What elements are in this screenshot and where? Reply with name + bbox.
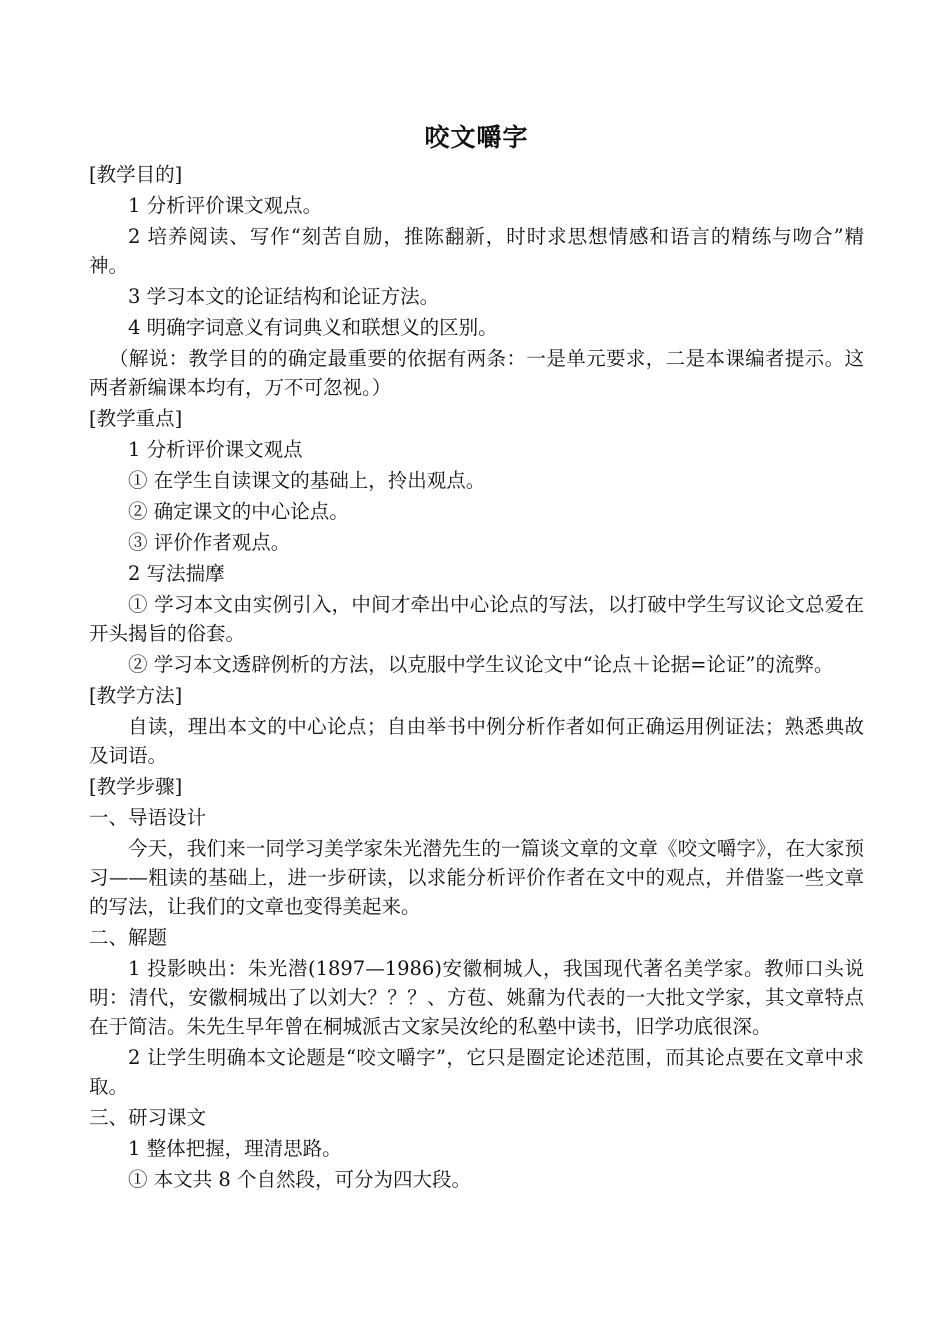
paragraph: 1 分析评价课文观点。 (128, 194, 323, 217)
paragraph: 2 写法揣摩 (128, 562, 225, 585)
paragraph: ① 本文共 8 个自然段，可分为四大段。 (128, 1168, 472, 1191)
paragraph: ① 在学生自读课文的基础上，拎出观点。 (128, 469, 486, 492)
note-paragraph: （解说：教学目的的确定最重要的依据有两条：一是单元要求，二是本课编者提示。这两者新编课本均有，万不可忽视。） (89, 347, 864, 399)
section-heading: [教学目的] (89, 163, 183, 186)
paragraph: 2 培养阅读、写作“刻苦自励，推陈翻新，时时求思想情感和语言的精练与吻合”精神。 (89, 225, 864, 277)
paragraph: 1 整体把握，理清思路。 (128, 1137, 342, 1160)
paragraph: ② 确定课文的中心论点。 (128, 500, 349, 523)
paragraph: 4 明确字词意义有词典义和联想义的区别。 (128, 316, 498, 339)
document-title: 咬文嚼字 (424, 123, 529, 152)
paragraph: ③ 评价作者观点。 (128, 531, 291, 554)
paragraph: 自读，理出本文的中心论点；自由举书中例分析作者如何正确运用例证法；熟悉典故及词语。 (89, 715, 864, 767)
paragraph: 2 让学生明确本文论题是“咬文嚼字”，它只是圈定论述范围，而其论点要在文章中求取。 (89, 1046, 864, 1098)
paragraph: 1 分析评价课文观点 (128, 438, 303, 461)
paragraph: 今天，我们来一同学习美学家朱光潜先生的一篇谈文章的文章《咬文嚼字》，在大家预习——粗读的基础上，进一步研读，以求能分析评价作者在文中的观点，并借鉴一些文章的写法，让我们的文章也变得美起来。 (89, 837, 864, 918)
paragraph: ② 学习本文透辟例析的方法，以克服中学生议论文中“论点＋论据=论证”的流弊。 (128, 653, 834, 676)
paragraph: 3 学习本文的论证结构和论证方法。 (128, 285, 440, 308)
section-heading: [教学重点] (89, 407, 183, 430)
section-heading: 一、导语设计 (89, 806, 207, 829)
section-heading: [教学步骤] (89, 775, 183, 798)
document-page (89, 118, 864, 1194)
paragraph: 1 投影映出：朱光潜(1897—1986)安徽桐城人，我国现代著名美学家。教师口头说明：清代，安徽桐城出了以刘大？？？、方苞、姚鼐为代表的一大批文学家，其文章特点在于简洁。朱先生早年曾在桐城派古文家吴汝纶的私塾中读书，旧学功底很深。 (89, 957, 864, 1038)
section-heading: [教学方法] (89, 684, 183, 707)
paragraph: ① 学习本文由实例引入，中间才牵出中心论点的写法，以打破中学生写议论文总爱在开头揭旨的俗套。 (89, 593, 864, 645)
document-body (89, 160, 864, 1194)
section-heading: 三、研习课文 (89, 1106, 207, 1129)
section-heading: 二、解题 (89, 926, 168, 949)
